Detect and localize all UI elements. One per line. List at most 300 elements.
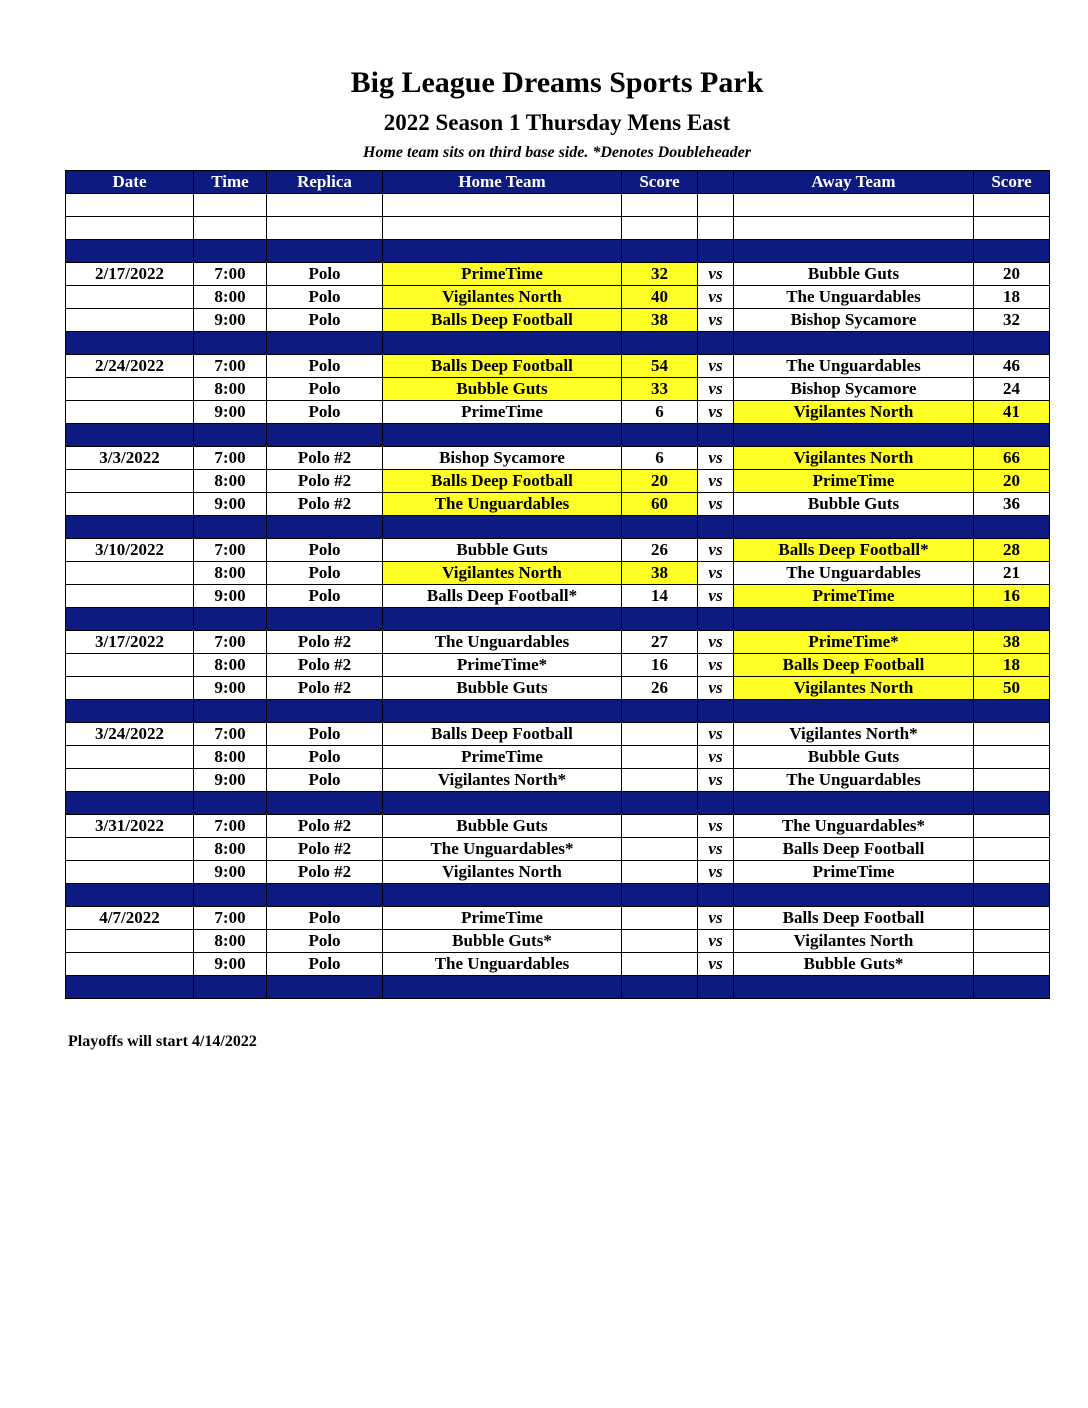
date-cell bbox=[66, 930, 194, 953]
away-team-cell: Balls Deep Football bbox=[734, 907, 974, 930]
time-cell: 8:00 bbox=[194, 378, 267, 401]
empty-cell bbox=[383, 217, 622, 240]
empty-cell bbox=[974, 194, 1050, 217]
separator-row bbox=[66, 424, 1050, 447]
time-cell: 8:00 bbox=[194, 470, 267, 493]
away-score-cell: 16 bbox=[974, 585, 1050, 608]
separator-cell bbox=[698, 884, 734, 907]
home-score-cell bbox=[622, 953, 698, 976]
separator-cell bbox=[194, 700, 267, 723]
date-cell bbox=[66, 953, 194, 976]
home-team-cell: PrimeTime bbox=[383, 263, 622, 286]
time-cell: 7:00 bbox=[194, 263, 267, 286]
vs-cell: vs bbox=[698, 631, 734, 654]
empty-cell bbox=[267, 194, 383, 217]
away-score-cell bbox=[974, 723, 1050, 746]
away-score-cell: 24 bbox=[974, 378, 1050, 401]
away-score-cell bbox=[974, 930, 1050, 953]
game-row bbox=[66, 401, 1050, 424]
separator-row bbox=[66, 332, 1050, 355]
away-team-cell: The Unguardables bbox=[734, 769, 974, 792]
away-score-cell bbox=[974, 907, 1050, 930]
field-cell: Polo #2 bbox=[267, 677, 383, 700]
away-score-cell bbox=[974, 769, 1050, 792]
vs-cell: vs bbox=[698, 861, 734, 884]
home-team-cell: PrimeTime bbox=[383, 401, 622, 424]
separator-cell bbox=[66, 884, 194, 907]
away-score-cell: 66 bbox=[974, 447, 1050, 470]
separator-cell bbox=[622, 516, 698, 539]
schedule-table bbox=[65, 170, 1050, 999]
home-score-cell: 14 bbox=[622, 585, 698, 608]
separator-cell bbox=[622, 608, 698, 631]
vs-cell: vs bbox=[698, 447, 734, 470]
separator-cell bbox=[734, 332, 974, 355]
time-cell: 7:00 bbox=[194, 539, 267, 562]
date-cell: 4/7/2022 bbox=[66, 907, 194, 930]
away-team-cell: Bubble Guts* bbox=[734, 953, 974, 976]
home-team-cell: Balls Deep Football bbox=[383, 470, 622, 493]
separator-cell bbox=[66, 700, 194, 723]
page-subtitle: 2022 Season 1 Thursday Mens East bbox=[383, 110, 731, 135]
field-cell: Polo bbox=[267, 953, 383, 976]
home-team-cell: The Unguardables bbox=[383, 953, 622, 976]
home-score-cell: 33 bbox=[622, 378, 698, 401]
separator-cell bbox=[383, 608, 622, 631]
home-team-cell: Bubble Guts bbox=[383, 677, 622, 700]
separator-cell bbox=[383, 240, 622, 263]
home-team-cell: Balls Deep Football bbox=[383, 355, 622, 378]
home-team-cell: Balls Deep Football bbox=[383, 309, 622, 332]
separator-cell bbox=[267, 608, 383, 631]
game-row bbox=[66, 631, 1050, 654]
away-score-cell bbox=[974, 861, 1050, 884]
field-cell: Polo #2 bbox=[267, 815, 383, 838]
game-row bbox=[66, 769, 1050, 792]
separator-row bbox=[66, 608, 1050, 631]
game-row bbox=[66, 355, 1050, 378]
game-row bbox=[66, 562, 1050, 585]
separator-cell bbox=[383, 424, 622, 447]
time-cell: 8:00 bbox=[194, 286, 267, 309]
home-team-cell: Bubble Guts bbox=[383, 815, 622, 838]
time-cell: 8:00 bbox=[194, 930, 267, 953]
separator-cell bbox=[974, 700, 1050, 723]
field-cell: Polo bbox=[267, 562, 383, 585]
home-team-cell: Balls Deep Football bbox=[383, 723, 622, 746]
field-cell: Polo bbox=[267, 746, 383, 769]
home-team-cell: The Unguardables bbox=[383, 631, 622, 654]
separator-cell bbox=[267, 424, 383, 447]
vs-cell: vs bbox=[698, 355, 734, 378]
separator-cell bbox=[622, 240, 698, 263]
home-score-cell: 6 bbox=[622, 447, 698, 470]
separator-cell bbox=[734, 884, 974, 907]
separator-cell bbox=[622, 976, 698, 999]
time-cell: 7:00 bbox=[194, 815, 267, 838]
separator-cell bbox=[698, 976, 734, 999]
away-team-cell: Bishop Sycamore bbox=[734, 309, 974, 332]
time-cell: 8:00 bbox=[194, 746, 267, 769]
schedule-note: Home team sits on third base side. *Denotes Doubleheader bbox=[363, 144, 751, 161]
time-cell: 9:00 bbox=[194, 953, 267, 976]
vs-cell: vs bbox=[698, 930, 734, 953]
away-team-cell: Bishop Sycamore bbox=[734, 378, 974, 401]
vs-cell: vs bbox=[698, 401, 734, 424]
separator-cell bbox=[698, 240, 734, 263]
vs-cell: vs bbox=[698, 539, 734, 562]
separator-cell bbox=[974, 240, 1050, 263]
separator-cell bbox=[698, 608, 734, 631]
empty-row bbox=[66, 217, 1050, 240]
home-score-cell bbox=[622, 930, 698, 953]
home-team-cell: Bubble Guts bbox=[383, 539, 622, 562]
field-cell: Polo #2 bbox=[267, 631, 383, 654]
home-team-cell: Vigilantes North bbox=[383, 562, 622, 585]
field-cell: Polo bbox=[267, 907, 383, 930]
separator-cell bbox=[734, 424, 974, 447]
time-cell: 7:00 bbox=[194, 447, 267, 470]
away-team-cell: Balls Deep Football bbox=[734, 838, 974, 861]
home-score-cell: 54 bbox=[622, 355, 698, 378]
empty-cell bbox=[622, 194, 698, 217]
away-score-cell bbox=[974, 746, 1050, 769]
separator-cell bbox=[383, 516, 622, 539]
game-row bbox=[66, 309, 1050, 332]
time-cell: 7:00 bbox=[194, 907, 267, 930]
time-cell: 9:00 bbox=[194, 401, 267, 424]
separator-cell bbox=[66, 240, 194, 263]
col-header-vs bbox=[698, 171, 734, 194]
date-cell bbox=[66, 838, 194, 861]
date-cell: 3/31/2022 bbox=[66, 815, 194, 838]
away-team-cell: The Unguardables bbox=[734, 562, 974, 585]
vs-cell: vs bbox=[698, 723, 734, 746]
date-cell bbox=[66, 378, 194, 401]
col-header-replica: Replica bbox=[267, 171, 383, 194]
separator-cell bbox=[267, 884, 383, 907]
away-team-cell: The Unguardables bbox=[734, 355, 974, 378]
field-cell: Polo bbox=[267, 378, 383, 401]
col-header-time: Time bbox=[194, 171, 267, 194]
date-cell bbox=[66, 746, 194, 769]
game-row bbox=[66, 539, 1050, 562]
away-score-cell bbox=[974, 953, 1050, 976]
date-cell bbox=[66, 654, 194, 677]
separator-cell bbox=[698, 700, 734, 723]
game-row bbox=[66, 585, 1050, 608]
away-score-cell: 21 bbox=[974, 562, 1050, 585]
time-cell: 7:00 bbox=[194, 631, 267, 654]
home-team-cell: Bishop Sycamore bbox=[383, 447, 622, 470]
separator-cell bbox=[194, 792, 267, 815]
home-score-cell bbox=[622, 723, 698, 746]
date-cell bbox=[66, 493, 194, 516]
empty-cell bbox=[267, 217, 383, 240]
separator-cell bbox=[66, 332, 194, 355]
separator-cell bbox=[974, 424, 1050, 447]
away-team-cell: Bubble Guts bbox=[734, 493, 974, 516]
field-cell: Polo #2 bbox=[267, 447, 383, 470]
separator-cell bbox=[267, 240, 383, 263]
time-cell: 7:00 bbox=[194, 355, 267, 378]
field-cell: Polo bbox=[267, 539, 383, 562]
away-score-cell: 28 bbox=[974, 539, 1050, 562]
separator-cell bbox=[734, 976, 974, 999]
home-team-cell: PrimeTime bbox=[383, 907, 622, 930]
separator-cell bbox=[194, 884, 267, 907]
home-score-cell: 26 bbox=[622, 539, 698, 562]
separator-cell bbox=[383, 976, 622, 999]
header-row bbox=[66, 171, 1050, 194]
home-team-cell: PrimeTime bbox=[383, 746, 622, 769]
home-team-cell: Bubble Guts* bbox=[383, 930, 622, 953]
time-cell: 9:00 bbox=[194, 861, 267, 884]
away-team-cell: Bubble Guts bbox=[734, 263, 974, 286]
separator-cell bbox=[267, 516, 383, 539]
separator-cell bbox=[267, 700, 383, 723]
separator-cell bbox=[698, 516, 734, 539]
empty-cell bbox=[383, 194, 622, 217]
home-score-cell: 27 bbox=[622, 631, 698, 654]
date-cell bbox=[66, 309, 194, 332]
home-team-cell: Vigilantes North* bbox=[383, 769, 622, 792]
away-score-cell: 20 bbox=[974, 470, 1050, 493]
separator-cell bbox=[974, 516, 1050, 539]
away-score-cell bbox=[974, 838, 1050, 861]
time-cell: 9:00 bbox=[194, 493, 267, 516]
home-score-cell: 38 bbox=[622, 562, 698, 585]
separator-cell bbox=[194, 608, 267, 631]
separator-cell bbox=[698, 424, 734, 447]
game-row bbox=[66, 470, 1050, 493]
field-cell: Polo bbox=[267, 723, 383, 746]
away-score-cell bbox=[974, 815, 1050, 838]
home-score-cell: 40 bbox=[622, 286, 698, 309]
empty-cell bbox=[66, 217, 194, 240]
col-header-home-team: Home Team bbox=[383, 171, 622, 194]
home-score-cell bbox=[622, 838, 698, 861]
separator-cell bbox=[734, 240, 974, 263]
empty-cell bbox=[974, 217, 1050, 240]
home-team-cell: PrimeTime* bbox=[383, 654, 622, 677]
game-row bbox=[66, 723, 1050, 746]
separator-cell bbox=[974, 332, 1050, 355]
field-cell: Polo bbox=[267, 769, 383, 792]
field-cell: Polo bbox=[267, 286, 383, 309]
game-row bbox=[66, 654, 1050, 677]
away-team-cell: PrimeTime* bbox=[734, 631, 974, 654]
date-cell: 3/17/2022 bbox=[66, 631, 194, 654]
home-score-cell bbox=[622, 769, 698, 792]
game-row bbox=[66, 677, 1050, 700]
separator-row bbox=[66, 516, 1050, 539]
separator-cell bbox=[66, 424, 194, 447]
date-cell: 3/10/2022 bbox=[66, 539, 194, 562]
away-team-cell: Bubble Guts bbox=[734, 746, 974, 769]
separator-cell bbox=[974, 608, 1050, 631]
separator-row bbox=[66, 792, 1050, 815]
time-cell: 9:00 bbox=[194, 677, 267, 700]
game-row bbox=[66, 746, 1050, 769]
time-cell: 8:00 bbox=[194, 654, 267, 677]
separator-cell bbox=[698, 792, 734, 815]
away-team-cell: PrimeTime bbox=[734, 585, 974, 608]
empty-cell bbox=[698, 194, 734, 217]
away-score-cell: 18 bbox=[974, 286, 1050, 309]
vs-cell: vs bbox=[698, 953, 734, 976]
home-team-cell: Vigilantes North bbox=[383, 861, 622, 884]
vs-cell: vs bbox=[698, 470, 734, 493]
time-cell: 9:00 bbox=[194, 585, 267, 608]
field-cell: Polo bbox=[267, 401, 383, 424]
away-team-cell: PrimeTime bbox=[734, 861, 974, 884]
col-header-home-score: Score bbox=[622, 171, 698, 194]
separator-cell bbox=[622, 884, 698, 907]
time-cell: 8:00 bbox=[194, 838, 267, 861]
home-team-cell: The Unguardables* bbox=[383, 838, 622, 861]
home-team-cell: Bubble Guts bbox=[383, 378, 622, 401]
empty-cell bbox=[734, 217, 974, 240]
empty-cell bbox=[194, 217, 267, 240]
away-team-cell: Vigilantes North bbox=[734, 677, 974, 700]
away-team-cell: The Unguardables bbox=[734, 286, 974, 309]
game-row bbox=[66, 815, 1050, 838]
away-team-cell: The Unguardables* bbox=[734, 815, 974, 838]
separator-cell bbox=[194, 516, 267, 539]
page-title: Big League Dreams Sports Park bbox=[350, 66, 764, 99]
away-team-cell: Balls Deep Football* bbox=[734, 539, 974, 562]
date-cell: 3/3/2022 bbox=[66, 447, 194, 470]
separator-cell bbox=[267, 976, 383, 999]
date-cell: 2/17/2022 bbox=[66, 263, 194, 286]
game-row bbox=[66, 838, 1050, 861]
separator-row bbox=[66, 884, 1050, 907]
date-cell bbox=[66, 286, 194, 309]
empty-cell bbox=[66, 194, 194, 217]
separator-cell bbox=[698, 332, 734, 355]
game-row bbox=[66, 861, 1050, 884]
separator-cell bbox=[66, 516, 194, 539]
empty-cell bbox=[734, 194, 974, 217]
away-team-cell: Vigilantes North bbox=[734, 401, 974, 424]
separator-cell bbox=[194, 976, 267, 999]
separator-cell bbox=[66, 792, 194, 815]
vs-cell: vs bbox=[698, 263, 734, 286]
date-cell bbox=[66, 401, 194, 424]
game-row bbox=[66, 447, 1050, 470]
home-score-cell: 20 bbox=[622, 470, 698, 493]
home-team-cell: The Unguardables bbox=[383, 493, 622, 516]
home-score-cell: 38 bbox=[622, 309, 698, 332]
separator-row bbox=[66, 700, 1050, 723]
separator-row bbox=[66, 976, 1050, 999]
separator-cell bbox=[194, 424, 267, 447]
separator-cell bbox=[194, 332, 267, 355]
vs-cell: vs bbox=[698, 769, 734, 792]
vs-cell: vs bbox=[698, 562, 734, 585]
separator-cell bbox=[974, 884, 1050, 907]
game-row bbox=[66, 263, 1050, 286]
away-team-cell: PrimeTime bbox=[734, 470, 974, 493]
date-cell: 2/24/2022 bbox=[66, 355, 194, 378]
empty-cell bbox=[698, 217, 734, 240]
field-cell: Polo bbox=[267, 585, 383, 608]
home-score-cell: 60 bbox=[622, 493, 698, 516]
away-team-cell: Vigilantes North bbox=[734, 930, 974, 953]
away-team-cell: Balls Deep Football bbox=[734, 654, 974, 677]
game-row bbox=[66, 378, 1050, 401]
date-cell: 3/24/2022 bbox=[66, 723, 194, 746]
field-cell: Polo #2 bbox=[267, 861, 383, 884]
separator-cell bbox=[622, 424, 698, 447]
vs-cell: vs bbox=[698, 907, 734, 930]
field-cell: Polo bbox=[267, 263, 383, 286]
schedule-body bbox=[66, 194, 1050, 999]
vs-cell: vs bbox=[698, 286, 734, 309]
away-score-cell: 18 bbox=[974, 654, 1050, 677]
col-header-away-score: Score bbox=[974, 171, 1050, 194]
field-cell: Polo bbox=[267, 930, 383, 953]
away-score-cell: 38 bbox=[974, 631, 1050, 654]
separator-cell bbox=[383, 884, 622, 907]
col-header-away-team: Away Team bbox=[734, 171, 974, 194]
separator-cell bbox=[383, 792, 622, 815]
home-score-cell: 32 bbox=[622, 263, 698, 286]
col-header-date: Date bbox=[66, 171, 194, 194]
game-row bbox=[66, 907, 1050, 930]
game-row bbox=[66, 493, 1050, 516]
home-score-cell: 26 bbox=[622, 677, 698, 700]
date-cell bbox=[66, 861, 194, 884]
separator-cell bbox=[734, 516, 974, 539]
separator-cell bbox=[734, 700, 974, 723]
vs-cell: vs bbox=[698, 654, 734, 677]
vs-cell: vs bbox=[698, 309, 734, 332]
separator-cell bbox=[66, 608, 194, 631]
field-cell: Polo bbox=[267, 309, 383, 332]
separator-cell bbox=[622, 792, 698, 815]
separator-cell bbox=[383, 700, 622, 723]
vs-cell: vs bbox=[698, 815, 734, 838]
time-cell: 9:00 bbox=[194, 309, 267, 332]
separator-cell bbox=[734, 608, 974, 631]
separator-cell bbox=[267, 332, 383, 355]
home-score-cell: 6 bbox=[622, 401, 698, 424]
away-score-cell: 46 bbox=[974, 355, 1050, 378]
separator-cell bbox=[622, 332, 698, 355]
vs-cell: vs bbox=[698, 493, 734, 516]
away-team-cell: Vigilantes North* bbox=[734, 723, 974, 746]
date-cell bbox=[66, 677, 194, 700]
separator-cell bbox=[66, 976, 194, 999]
vs-cell: vs bbox=[698, 677, 734, 700]
time-cell: 9:00 bbox=[194, 769, 267, 792]
away-score-cell: 20 bbox=[974, 263, 1050, 286]
separator-cell bbox=[622, 700, 698, 723]
home-score-cell bbox=[622, 907, 698, 930]
game-row bbox=[66, 953, 1050, 976]
vs-cell: vs bbox=[698, 838, 734, 861]
field-cell: Polo #2 bbox=[267, 838, 383, 861]
home-score-cell: 16 bbox=[622, 654, 698, 677]
empty-cell bbox=[622, 217, 698, 240]
game-row bbox=[66, 930, 1050, 953]
game-row bbox=[66, 286, 1050, 309]
away-team-cell: Vigilantes North bbox=[734, 447, 974, 470]
home-team-cell: Vigilantes North bbox=[383, 286, 622, 309]
empty-row bbox=[66, 194, 1050, 217]
